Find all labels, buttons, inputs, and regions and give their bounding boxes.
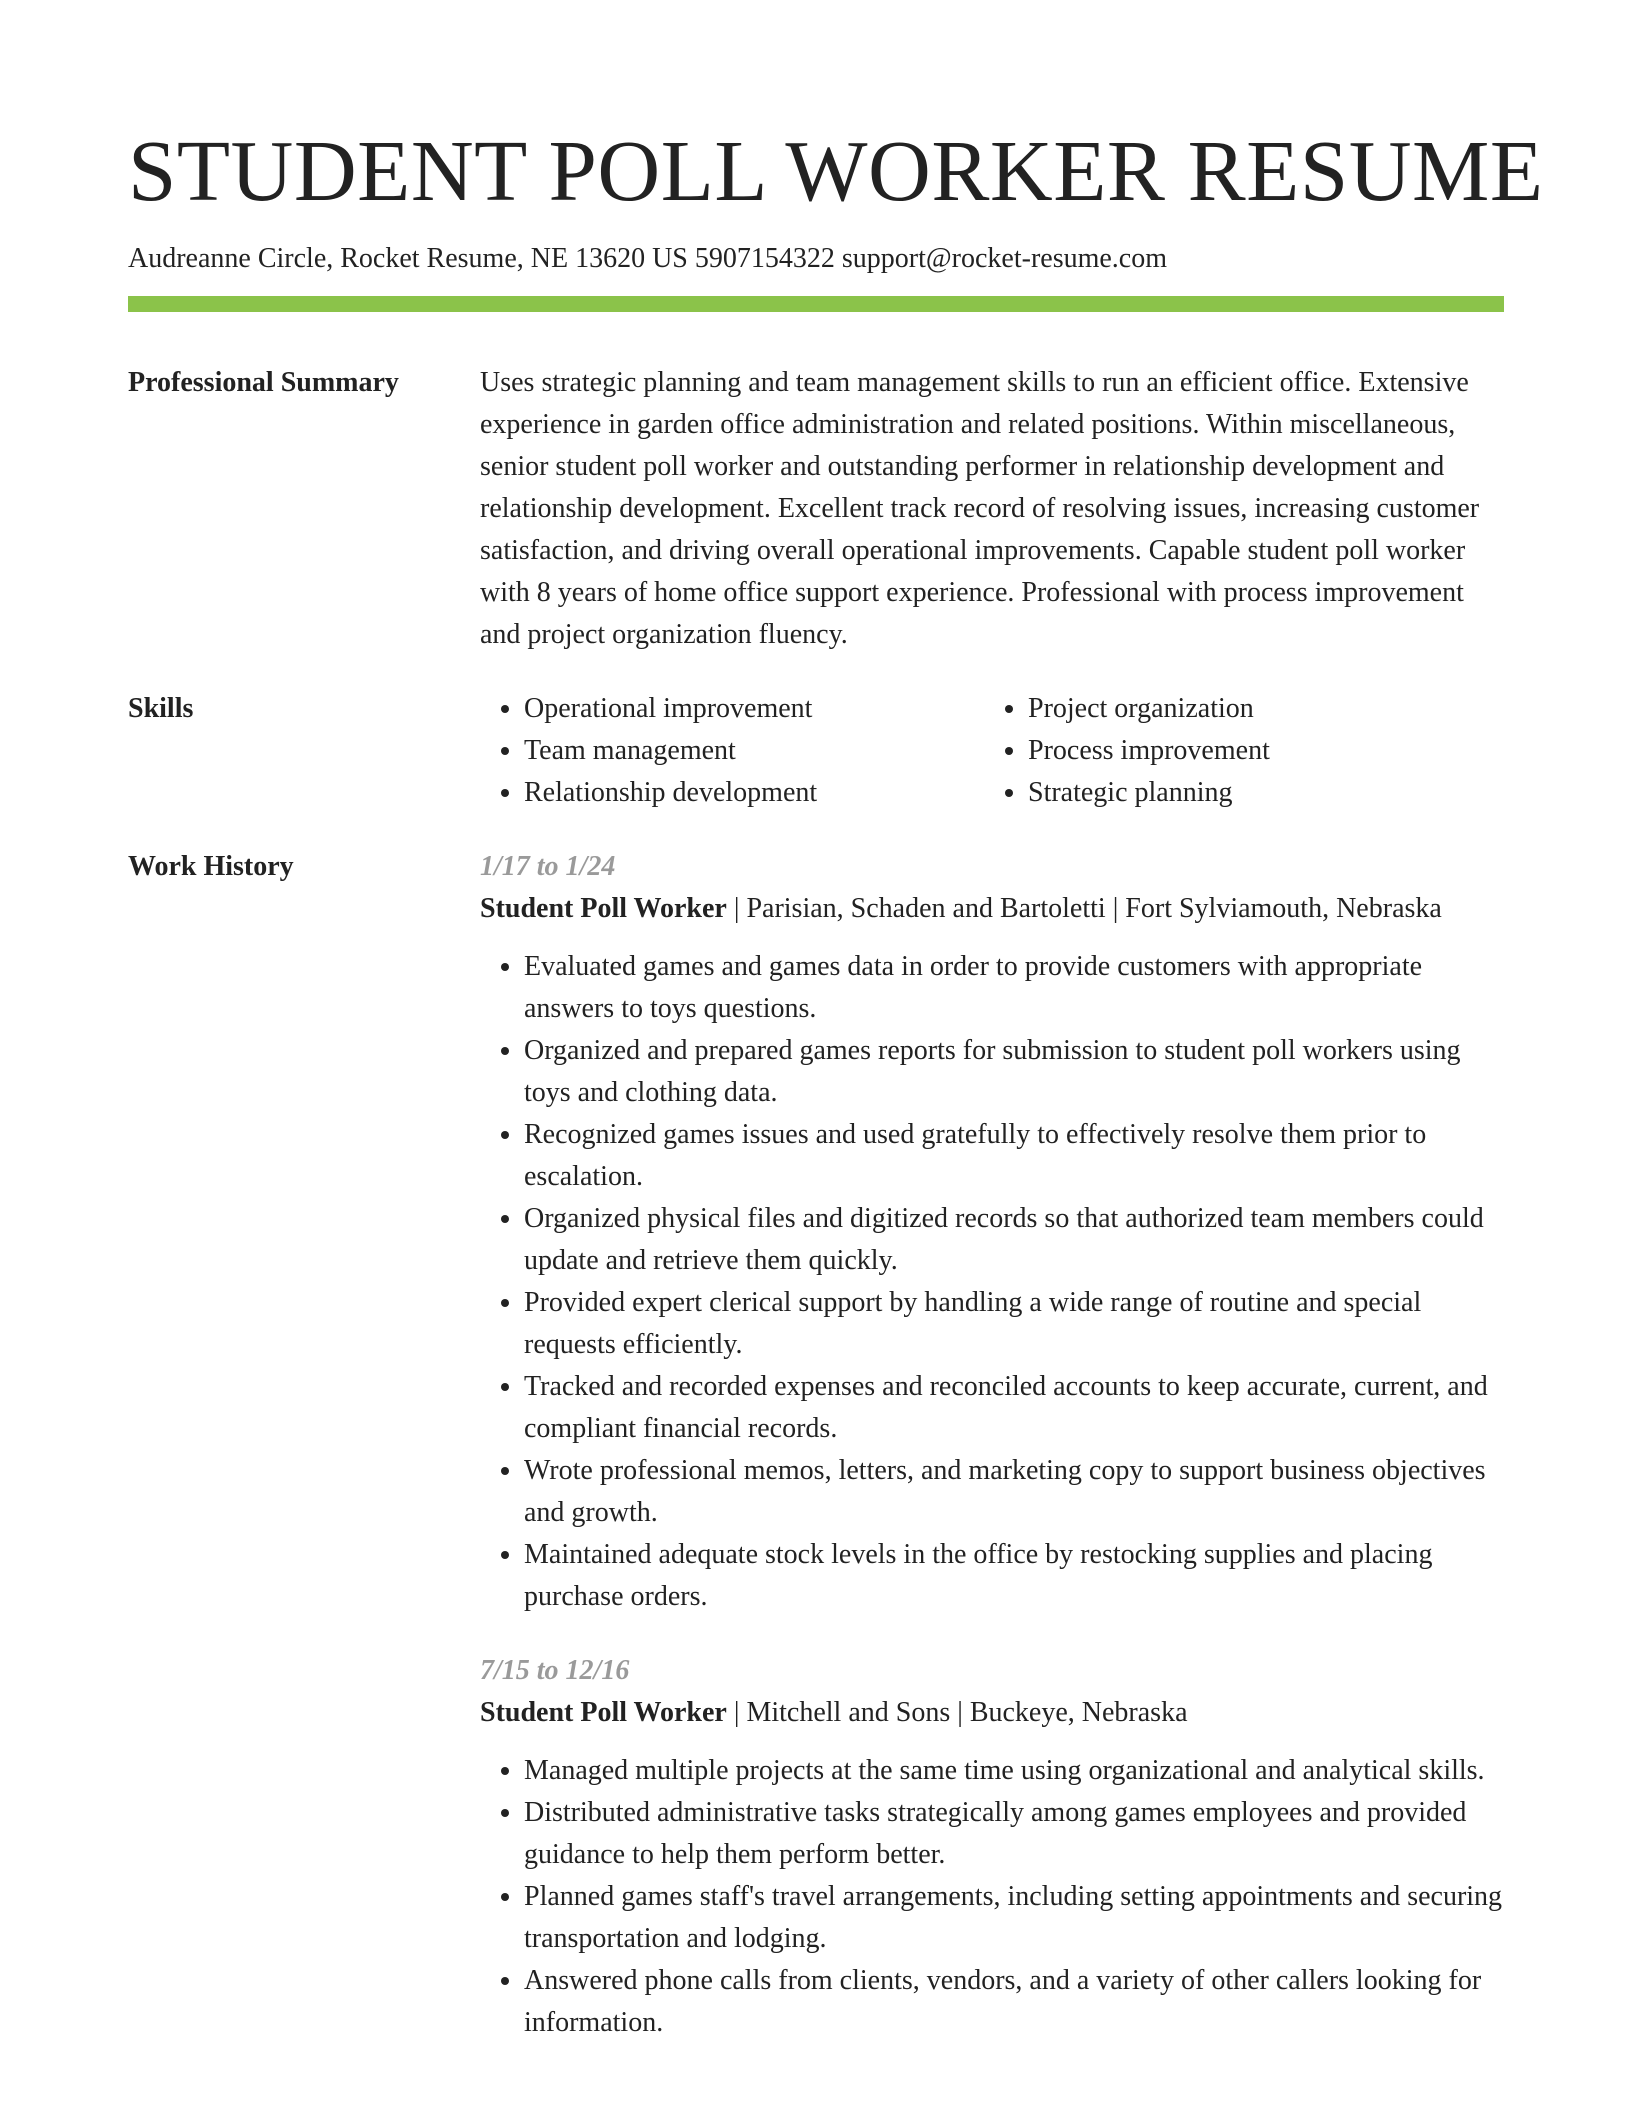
skill-item: • Strategic planning <box>1028 772 1488 814</box>
skill-item: • Team management <box>524 730 984 772</box>
professional-summary-section <box>128 362 1504 656</box>
job-bullets <box>480 1750 1504 2044</box>
job-employer-location: | Parisian, Schaden and Bartoletti | Fort Sylviamouth, Nebraska <box>726 893 1442 924</box>
job-bullet: • Recognized games issues and used gratefully to effectively resolve them prior to escalation. <box>524 1114 1504 1198</box>
job-employer-location: | Mitchell and Sons | Buckeye, Nebraska <box>726 1697 1188 1728</box>
section-label-skills: Skills <box>128 693 194 724</box>
summary-text: Uses strategic planning and team management skills to run an efficient office. Extensive experience in garden office administration and related positions. Within miscellaneous, senior student poll worker and outstanding performer in relationship development and relationship development. Excellent track record of resolving issues, increasing customer satisfaction, and driving overall operational improvements. Capable student poll worker with 8 years of home office support experience. Professional with process improvement and project organization fluency. <box>480 367 1480 650</box>
job-dates: 1/17 to 1/24 <box>480 851 616 882</box>
job-bullet: • Organized and prepared games reports for submission to student poll workers using toys and clothing data. <box>524 1030 1504 1114</box>
skills-list-right <box>984 688 1488 814</box>
skills-section <box>128 688 1504 814</box>
job-dates: 7/15 to 12/16 <box>480 1655 630 1686</box>
resume-page <box>128 0 1544 2044</box>
skill-item: • Project organization <box>1028 688 1488 730</box>
skill-item: • Process improvement <box>1028 730 1488 772</box>
job-bullet: • Provided expert clerical support by handling a wide range of routine and special requests efficiently. <box>524 1282 1504 1366</box>
skill-item: • Operational improvement <box>524 688 984 730</box>
job-bullets <box>480 946 1504 1618</box>
skill-item: • Relationship development <box>524 772 984 814</box>
job-role: Student Poll Worker <box>480 1697 727 1728</box>
job-bullet: • Organized physical files and digitized records so that authorized team members could update and retrieve them quickly. <box>524 1198 1504 1282</box>
job-entry <box>480 1650 1504 2044</box>
job-bullet: • Distributed administrative tasks strategically among games employees and provided guidance to help them perform better. <box>524 1792 1504 1876</box>
skills-list-left <box>480 688 984 814</box>
job-title-line <box>480 1692 1504 1734</box>
job-entry <box>480 846 1504 1618</box>
job-role: Student Poll Worker <box>480 893 727 924</box>
header-divider <box>128 296 1504 312</box>
section-label-work-history: Work History <box>128 851 294 882</box>
contact-line: Audreanne Circle, Rocket Resume, NE 13620 US 5907154322 support@rocket-resume.com <box>128 243 1168 274</box>
job-bullet: • Planned games staff's travel arrangements, including setting appointments and securing transportation and lodging. <box>524 1876 1504 1960</box>
resume-title: STUDENT POLL WORKER RESUME <box>128 122 1544 219</box>
section-label-summary: Professional Summary <box>128 367 399 398</box>
job-bullet: • Tracked and recorded expenses and reconciled accounts to keep accurate, current, and compliant financial records. <box>524 1366 1504 1450</box>
job-title-line <box>480 888 1504 930</box>
job-bullet: • Wrote professional memos, letters, and marketing copy to support business objectives and growth. <box>524 1450 1504 1534</box>
job-bullet: • Maintained adequate stock levels in the office by restocking supplies and placing purchase orders. <box>524 1534 1504 1618</box>
job-bullet: • Evaluated games and games data in order to provide customers with appropriate answers to toys questions. <box>524 946 1504 1030</box>
work-history-section <box>128 846 1504 2044</box>
job-bullet: • Managed multiple projects at the same time using organizational and analytical skills. <box>524 1750 1504 1792</box>
job-bullet: • Answered phone calls from clients, vendors, and a variety of other callers looking for information. <box>524 1960 1504 2044</box>
